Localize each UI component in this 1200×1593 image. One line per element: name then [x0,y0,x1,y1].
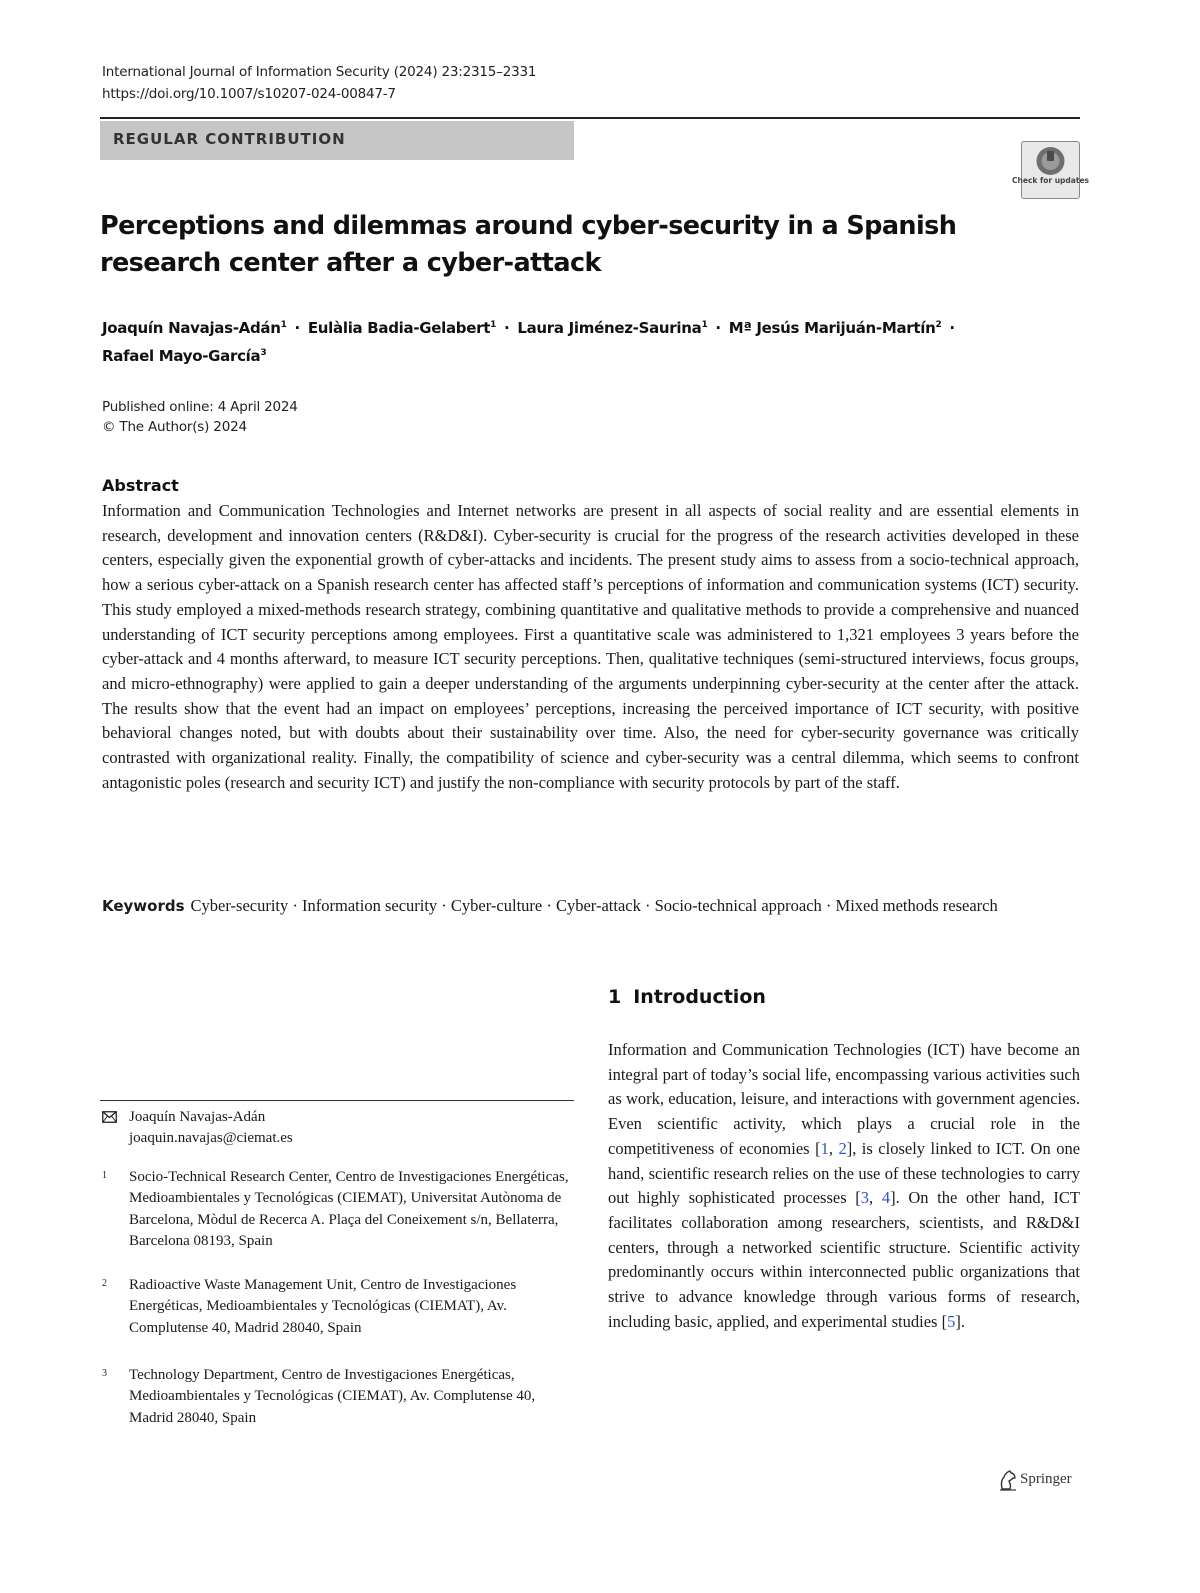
publisher-name: Springer [1020,1471,1072,1487]
author-affiliation-mark: 1 [280,320,287,330]
affiliation-text: Radioactive Waste Management Unit, Centro de Investigaciones Energéticas, Medioambientales y Tecnológicas (CIEMAT), Av. Complutense 40, Madrid 28040, Spain [129,1277,517,1336]
contribution-band [100,121,574,160]
author-separator: · [504,319,510,337]
citation-link[interactable]: 3 [860,1188,870,1208]
crossmark-icon [1012,142,1089,198]
affiliation-text: Technology Department, Centro de Investigaciones Energéticas, Medioambientales y Tecnológicas (CIEMAT), Av. Complutense 40, Madrid 28040, Spain [129,1367,536,1426]
copyright-notice: © The Author(s) 2024 [102,419,247,435]
author-name[interactable]: Eulàlia Badia-Gelabert [307,319,491,337]
author-separator: · [294,319,300,337]
corresponding-name: Joaquín Navajas-Adán [129,1109,266,1125]
author-separator: · [715,319,721,337]
citation-link[interactable]: 1 [820,1138,829,1158]
crossmark-text: Check for updates [1012,176,1089,185]
author-affiliation-mark: 2 [935,320,942,330]
footnote-rule [100,1100,574,1101]
citation-link[interactable]: 2 [838,1138,847,1158]
citation-link[interactable]: 5 [947,1311,956,1331]
section-title: Introduction [633,986,766,1008]
keywords-label: Keywords [102,897,185,915]
article-title: Perceptions and dilemmas around cyber-security in a Spanish research center after a cyber-attack [100,211,957,278]
author-affiliation-mark: 1 [490,320,497,330]
section-heading [608,986,766,1008]
intro-text: Information and Communication Technologies (ICT) have become an integral part of today’s social life, encompassing various activities such as work, education, leisure, and interactions with government agencies. Even scientific activity, which plays a crucial role in the competitiveness of economies [ [608,1040,1080,1158]
envelope-icon [102,1111,117,1123]
keywords-block [102,894,1062,919]
section-number: 1 [608,986,622,1008]
affiliation-number: 1 [102,1170,107,1181]
keywords-list: Cyber-security · Information security · Cyber-culture · Cyber-attack · Socio-technical approach · Mixed methods research [190,896,998,915]
author-name[interactable]: Laura Jiménez-Saurina [517,319,702,337]
intro-text: , [828,1138,839,1158]
citation-link[interactable]: 4 [881,1188,891,1208]
author-separator: · [949,319,955,337]
intro-text: ]. [955,1311,965,1331]
contribution-type: REGULAR CONTRIBUTION [113,130,346,148]
publication-date: Published online: 4 April 2024 [102,399,298,415]
abstract-text: Information and Communication Technologies and Internet networks are present in all aspects of social reality and are essential elements in research, development and innovation centers (R&D&I). Cyber-security is crucial for the progress of the research activities developed in these centers, especially given the exponential growth of cyber-attacks and incidents. The present study aims to assess from a socio-technical approach, how a serious cyber-attack on a Spanish research center has affected staff’s perceptions of information and communication systems (ICT) security. This study employed a mixed-methods research strategy, combining quantitative and qualitative methods to provide a comprehensive and nuanced understanding of ICT security perceptions among employees. First a quantitative scale was administered to 1,321 employees 3 years before the cyber-attack and 4 months afterward, to measure ICT security perceptions. Then, qualitative techniques (semi-structured interviews, focus groups, and micro-ethnography) were applied to gain a deeper understanding of the arguments underpinning cyber-security at the center after the attack. The results show that the event had an impact on employees’ perceptions, increasing the perceived importance of ICT security, with positive behavioral changes noted, but with doubts about their sustainability over time. Also, the need for cyber-security governance was critically contrasted with organizational reality. Finally, the compatibility of science and cyber-security was a central dilemma, which seems to confront antagonistic poles (research and security ICT) and justify the non-compliance with security protocols by part of the staff. [102,501,1079,792]
abstract-heading: Abstract [102,476,179,495]
springer-horse-icon [998,1469,1018,1491]
affiliation-number: 3 [102,1368,107,1379]
journal-citation: International Journal of Information Security (2024) 23:2315–2331 [102,64,537,80]
author-list [102,313,1062,369]
introduction-paragraph [608,1038,1080,1334]
affiliation-text: Socio-Technical Research Center, Centro de Investigaciones Energéticas, Medioambientales y Tecnológicas (CIEMAT), Universitat Autònoma de Barcelona, Mòdul de Recerca A. Plaça del Coneixement s/n, Bellaterra, Barcelona 08193, Spain [129,1169,569,1250]
intro-text: ]. On the other hand, ICT facilitates collaboration among researchers, scientists, and R&D&I centers, through a networked scientific structure. Scientific activity predominantly occurs within interconnected public organizations that strive to advance knowledge through various forms of research, including basic, applied, and experimental studies [ [608,1188,1081,1331]
intro-text: ], is closely linked to ICT. On one hand, scientific research relies on the use of these technologies to carry out highly sophisticated processes [ [608,1138,1081,1208]
affiliation-number: 2 [102,1278,107,1289]
intro-text: , [869,1188,882,1208]
corresponding-email[interactable]: joaquin.navajas@ciemat.es [129,1130,293,1146]
author-affiliation-mark: 3 [260,348,267,358]
author-affiliation-mark: 1 [701,320,708,330]
author-name[interactable]: Rafael Mayo-García [102,347,261,365]
header-rule [100,117,1080,119]
author-name[interactable]: Joaquín Navajas-Adán [102,319,281,337]
author-name[interactable]: Mª Jesús Marijuán-Martín [728,319,936,337]
crossmark-badge[interactable] [1012,141,1089,199]
doi-link[interactable]: https://doi.org/10.1007/s10207-024-00847-7 [102,86,396,102]
